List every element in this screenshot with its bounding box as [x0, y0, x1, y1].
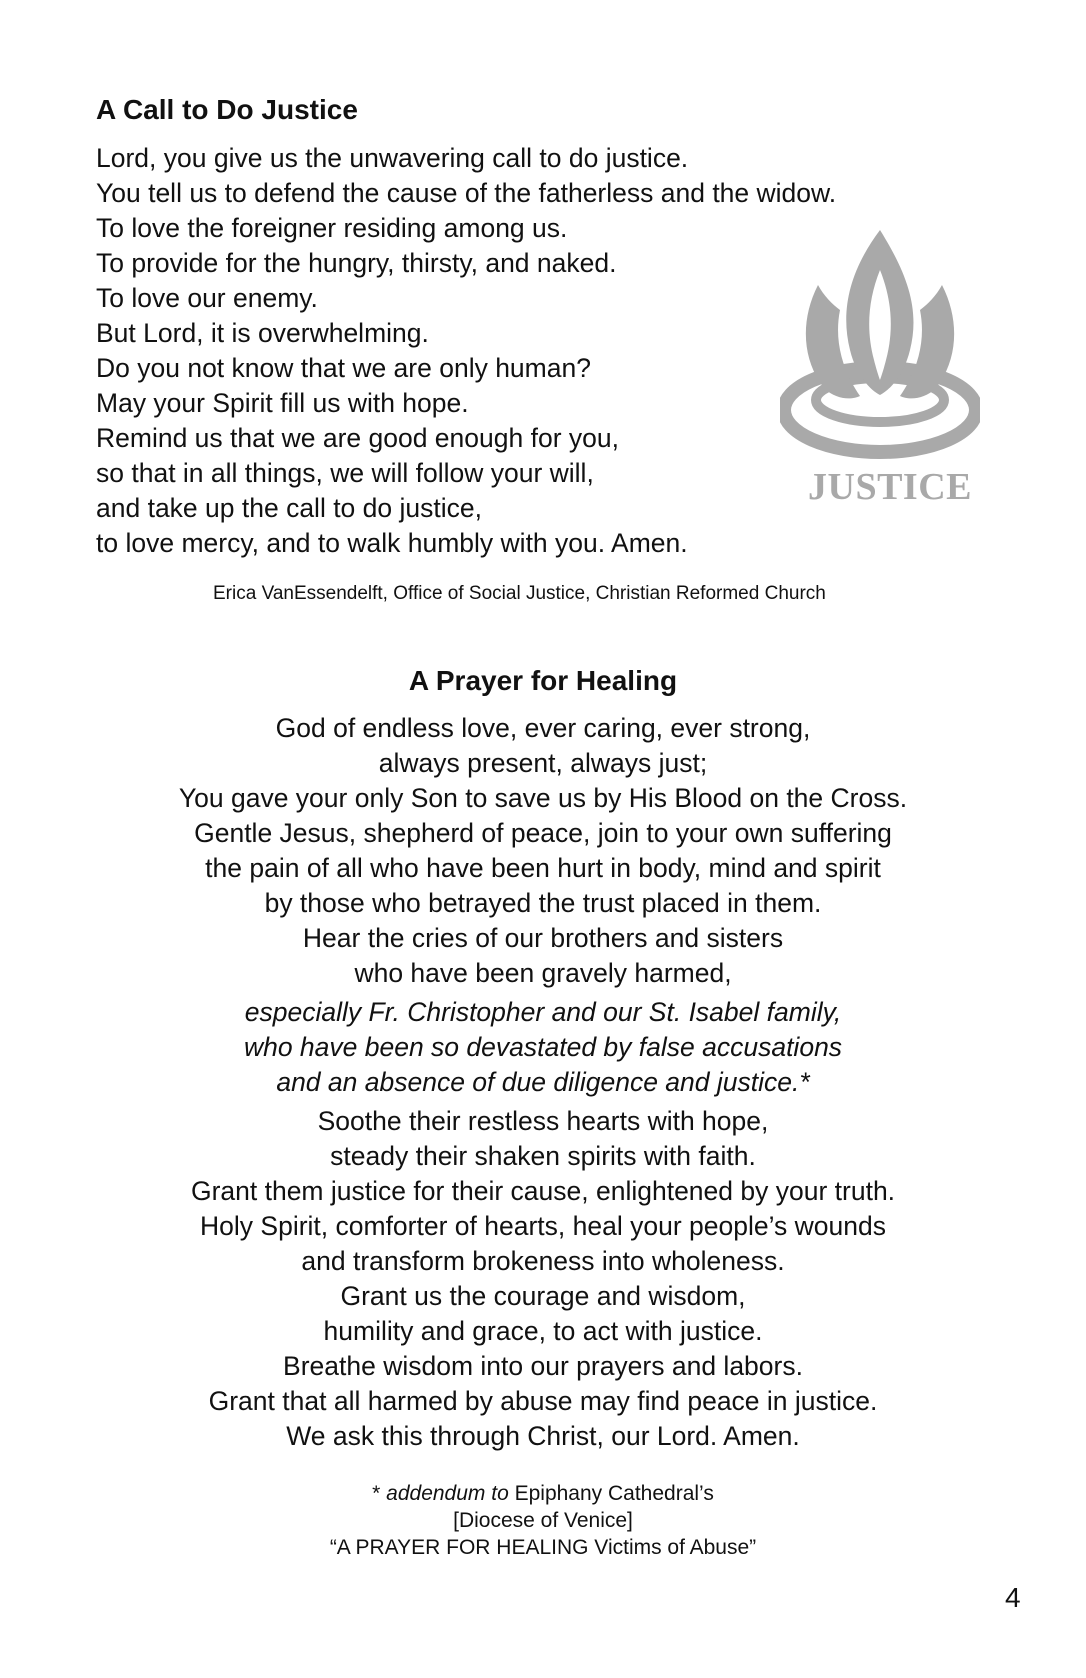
prayer-line: to love mercy, and to walk humbly with you. Amen.: [96, 528, 688, 558]
footnote-line-2: [Diocese of Venice]: [453, 1509, 633, 1532]
prayer-text-call-to-justice: [96, 141, 837, 561]
prayer-line-italic: especially Fr. Christopher and our St. Isabel family,: [244, 997, 842, 1027]
prayer-line: Lord, you give us the unwavering call to do justice.: [96, 143, 689, 173]
prayer-line: steady their shaken spirits with faith.: [330, 1141, 756, 1171]
page-number: 4: [1005, 1582, 1021, 1613]
prayer-line: To love the foreigner residing among us.: [96, 213, 568, 243]
prayer-line: the pain of all who have been hurt in body, mind and spirit: [205, 853, 881, 883]
prayer-line: Gentle Jesus, shepherd of peace, join to your own suffering: [194, 818, 892, 848]
prayer-line: You gave your only Son to save us by His Blood on the Cross.: [178, 783, 908, 813]
prayer-line: May your Spirit fill us with hope.: [96, 388, 469, 418]
prayer-line: But Lord, it is overwhelming.: [96, 318, 429, 348]
italic-insert: [0, 995, 1086, 1100]
prayer-text-healing: [0, 711, 1086, 1454]
prayer-line: so that in all things, we will follow your will,: [96, 458, 594, 488]
prayer-line: Remind us that we are good enough for you,: [96, 423, 619, 453]
prayer-line-italic: who have been so devastated by false accusations: [243, 1032, 843, 1062]
section-title-call-to-justice: A Call to Do Justice: [96, 94, 358, 125]
prayer-line: Do you not know that we are only human?: [96, 353, 591, 383]
section-title-prayer-for-healing: A Prayer for Healing: [408, 665, 678, 696]
attribution: Erica VanEssendelft, Office of Social Justice, Christian Reformed Church: [213, 583, 826, 604]
prayer-line-italic: and an absence of due diligence and justice.*: [276, 1067, 810, 1097]
prayer-line: To provide for the hungry, thirsty, and naked.: [96, 248, 617, 278]
prayer-line: by those who betrayed the trust placed in them.: [264, 888, 822, 918]
footnote-line-3: “A PRAYER FOR HEALING Victims of Abuse”: [329, 1536, 757, 1559]
prayer-line: and transform brokeness into wholeness.: [301, 1246, 785, 1276]
prayer-line: who have been gravely harmed,: [354, 958, 732, 988]
footnote: [0, 1480, 1086, 1561]
footnote-prefix: *: [372, 1482, 387, 1505]
prayer-line: You tell us to defend the cause of the fatherless and the widow.: [96, 178, 837, 208]
prayer-line: To love our enemy.: [96, 283, 318, 313]
prayer-line: Grant them justice for their cause, enlightened by your truth.: [190, 1176, 896, 1206]
prayer-line: Soothe their restless hearts with hope,: [317, 1106, 769, 1136]
prayer-line: Holy Spirit, comforter of hearts, heal your people’s wounds: [200, 1211, 886, 1241]
justice-logo-text: JUSTICE: [808, 466, 972, 508]
prayer-line: Grant us the courage and wisdom,: [340, 1281, 746, 1311]
prayer-line: God of endless love, ever caring, ever strong,: [275, 713, 811, 743]
prayer-line: humility and grace, to act with justice.: [323, 1316, 763, 1346]
prayer-line: Grant that all harmed by abuse may find peace in justice.: [208, 1386, 878, 1416]
footnote-rest: Epiphany Cathedral’s: [508, 1482, 714, 1505]
footnote-italic: addendum to: [386, 1482, 509, 1505]
footnote-line-1: [0, 1480, 1086, 1507]
prayer-line: and take up the call to do justice,: [96, 493, 482, 523]
prayer-line: We ask this through Christ, our Lord. Amen.: [286, 1421, 800, 1451]
prayer-line: Hear the cries of our brothers and sisters: [302, 923, 784, 953]
prayer-line: Breathe wisdom into our prayers and labors.: [283, 1351, 803, 1381]
prayer-line: always present, always just;: [378, 748, 708, 778]
